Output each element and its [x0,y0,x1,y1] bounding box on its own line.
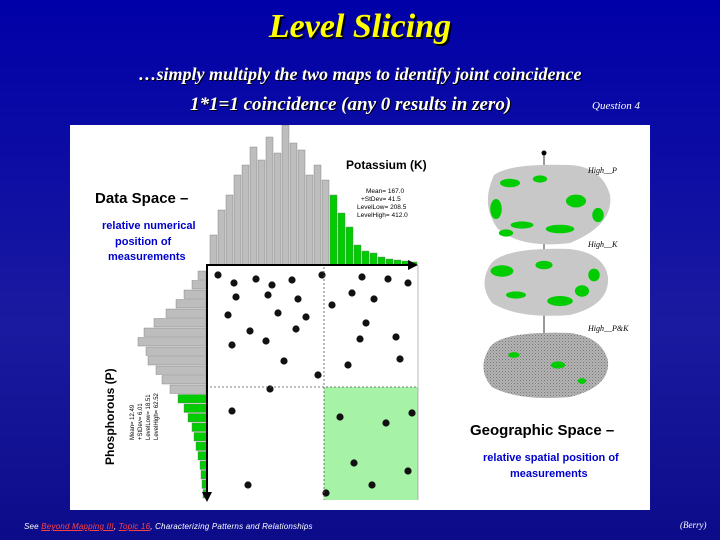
scatter-point [252,275,259,282]
potassium-histogram-bar [338,213,345,265]
potassium-histogram-bar [370,253,377,265]
scatter-point [370,295,377,302]
scatter-point [230,279,237,286]
phosphorous-histogram [138,271,206,498]
green-patch [546,225,575,234]
footer-link-topic[interactable]: Topic 16 [118,522,151,531]
phosphorous-stat-high: LevelHigh= 62.52 [154,393,160,440]
footer-prefix: See [24,522,42,531]
scatter-point [262,337,269,344]
green-patch [535,261,552,270]
potassium-histogram-bar [330,195,337,265]
potassium-histogram-bar [314,165,321,265]
potassium-histogram-bar [298,150,305,265]
geo-space-desc-2: measurements [510,468,588,480]
phosphorous-histogram-bar [146,347,206,356]
scatter-point [314,371,321,378]
potassium-histogram-bar [322,180,329,265]
map-stack-top-point [542,151,547,156]
phosphorous-stat-stdev: +StDev= 6.01 [138,403,144,440]
phosphorous-histogram-bar [198,452,206,461]
scatter-point [246,327,253,334]
potassium-histogram-bar [362,251,369,265]
phosphorous-histogram-bar [144,328,206,337]
scatter-point [268,281,275,288]
potassium-label: Potassium (K) [346,158,427,172]
phosphorous-histogram-bar [176,300,206,309]
figure-panel [70,125,650,510]
scatter-point [348,289,355,296]
scatter-point [328,301,335,308]
potassium-histogram-bar [234,175,241,265]
green-patch [500,179,520,188]
phosphorous-histogram-bar [166,309,206,318]
map-high-k [484,249,608,316]
scatter-point [358,273,365,280]
scatter-point [356,335,363,342]
potassium-stat-stdev: +StDev= 41.5 [361,196,401,203]
scatter-point [264,291,271,298]
scatter-point [382,419,389,426]
phosphorous-stats [130,392,160,440]
potassium-histogram-bar [282,125,289,265]
phosphorous-histogram-bar [184,404,206,413]
scatter-point [362,319,369,326]
scatter-point [322,489,329,496]
phosphorous-histogram-bar [170,385,206,394]
phosphorous-histogram-bar [201,471,206,480]
scatter-point [294,295,301,302]
potassium-stats [357,188,408,219]
scatter-point [384,275,391,282]
potassium-stat-high: LevelHigh= 412.0 [357,212,408,219]
x-axis-arrow [408,260,418,270]
green-patch [499,229,513,236]
phosphorous-histogram-bar [192,281,206,290]
green-patch [491,265,514,276]
potassium-histogram-bar [378,257,385,265]
footer-reference [24,522,313,531]
potassium-stat-mean: Mean= 167.0 [366,188,405,195]
potassium-histogram-bar [354,245,361,265]
potassium-stat-low: LevelLow= 208.5 [357,204,407,211]
phosphorous-histogram-bar [184,290,206,299]
phosphorous-label: Phosphorous (P) [103,368,117,465]
phosphorous-histogram-bar [202,480,206,489]
phosphorous-histogram-bar [156,366,206,375]
scatter-point [396,355,403,362]
scatter-point [288,276,295,283]
slide-title: Level Slicing [268,8,452,45]
potassium-histogram-bar [210,235,217,265]
scatter-point [344,361,351,368]
phosphorous-histogram-bar [154,319,206,328]
scatter-point [228,407,235,414]
data-space-title: Data Space – [95,190,189,207]
footer-link-book[interactable]: Beyond Mapping III [41,522,114,531]
author-credit: (Berry) [680,520,707,530]
geo-space-title: Geographic Space – [470,422,615,439]
slide-subtitle: …simply multiply the two maps to identify joint coincidence [138,64,582,84]
scatter-point [274,309,281,316]
data-space-desc-1: relative numerical [102,220,196,232]
green-patch [533,175,547,182]
scatter-point [228,341,235,348]
phosphorous-histogram-bar [188,414,206,423]
green-patch [578,378,587,384]
scatter-point [292,325,299,332]
green-patch [566,195,586,208]
question-label: Question 4 [592,100,640,112]
data-space-desc-2: position of [115,236,172,248]
scatter-point [404,279,411,286]
scatter-point [392,333,399,340]
green-patch [547,296,573,306]
potassium-histogram [210,125,417,265]
green-patch [588,269,599,282]
scatter-point [266,385,273,392]
green-patch [506,291,526,298]
scatter-point [318,271,325,278]
level-slicing-figure [70,125,650,510]
footer-suffix: , Characterizing Patterns and Relationships [150,522,313,531]
potassium-histogram-bar [306,175,313,265]
scatter-point [244,481,251,488]
phosphorous-histogram-bar [194,433,206,442]
green-patch [508,352,519,358]
map-label-high-pk: High__P&K [588,324,629,333]
map-high-p [488,165,610,245]
potassium-histogram-bar [266,137,273,265]
potassium-histogram-bar [226,195,233,265]
green-patch [575,285,589,296]
green-patch [490,199,501,219]
phosphorous-histogram-bar [200,461,206,470]
scatter-point [404,467,411,474]
geo-space-desc-1: relative spatial position of [483,452,619,464]
scatter-point [336,413,343,420]
scatter-point [232,293,239,300]
scatter-point [214,271,221,278]
potassium-histogram-bar [346,227,353,265]
phosphorous-histogram-bar [192,423,206,432]
phosphorous-stat-low: LevelLow= 18.51 [146,394,152,440]
potassium-histogram-bar [274,153,281,265]
scatter-point [368,481,375,488]
phosphorous-histogram-bar [138,338,206,347]
footer-sep: , [113,522,119,531]
phosphorous-stat-mean: Mean= 12.49 [130,404,136,440]
phosphorous-histogram-bar [198,271,206,280]
phosphorous-histogram-bar [196,442,206,451]
potassium-histogram-bar [258,160,265,265]
green-patch [551,361,565,368]
potassium-histogram-bar [218,210,225,265]
data-space-desc-3: measurements [108,251,186,263]
scatter-point [224,311,231,318]
green-patch [592,208,603,222]
potassium-histogram-bar [242,165,249,265]
phosphorous-histogram-bar [178,395,206,404]
map-label-high-p: High__P [588,166,617,175]
formula-text: 1*1=1 coincidence (any 0 results in zero) [190,94,512,115]
scatter-point [280,357,287,364]
potassium-histogram-bar [250,147,257,265]
scatter-point [350,459,357,466]
scatter-point [408,409,415,416]
green-patch [511,221,534,228]
map-label-high-k: High__K [588,240,618,249]
phosphorous-histogram-bar [148,357,206,366]
phosphorous-histogram-bar [162,376,206,385]
potassium-histogram-bar [290,143,297,265]
map-high-pk [483,333,608,398]
scatter-point [302,313,309,320]
